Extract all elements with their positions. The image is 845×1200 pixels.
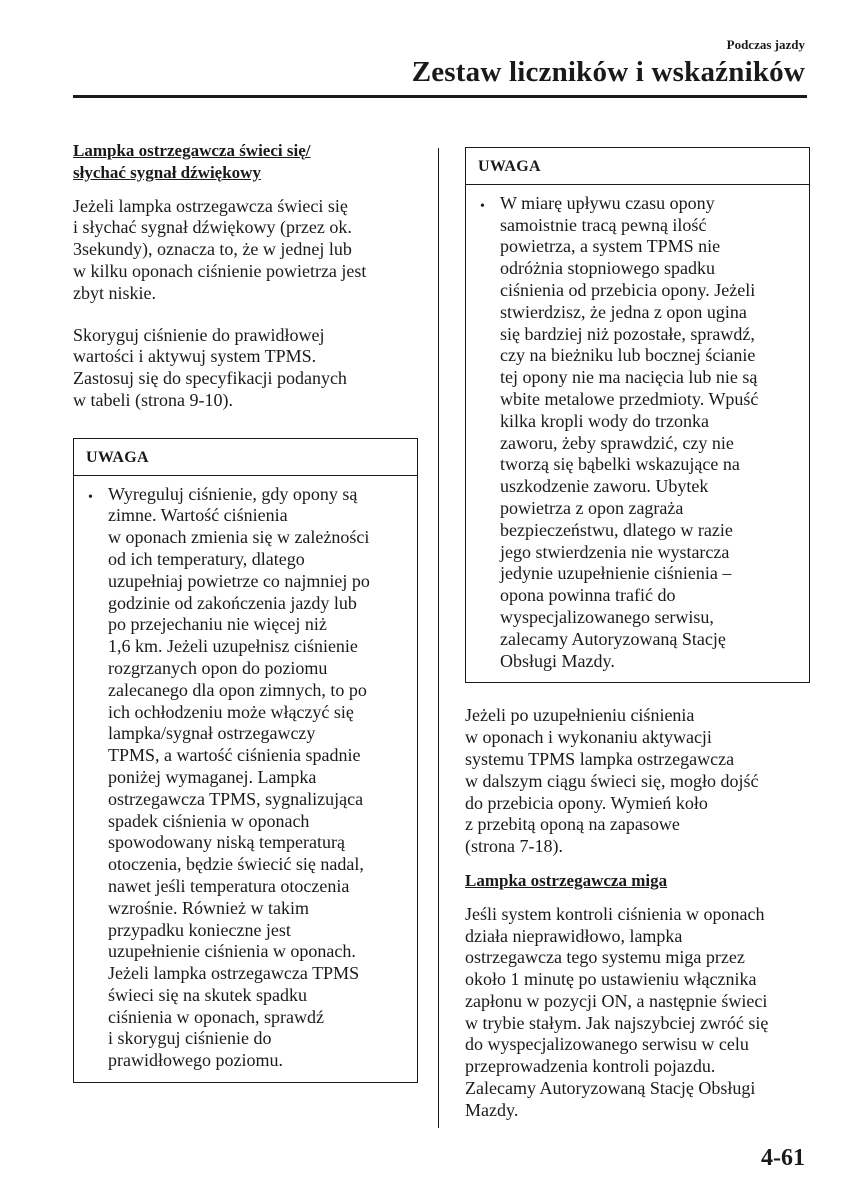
bullet-icon: • — [88, 489, 93, 505]
section-label: Podczas jazdy — [726, 37, 805, 52]
page-number: 4-61 — [761, 1145, 805, 1171]
bullet-icon: • — [480, 198, 485, 214]
note-box-text: W miarę upływu czasu opony samoistnie tracą pewną ilość powietrza, a system TPMS nie odróżnia stopniowego spadku ciśnienia od przebicia opony. Jeżeli stwierdzisz, że jedna z opon ugina się bardziej niż pozostałe, sprawdź, czy na bieżniku lub bocznej ścianie tej opony nie ma nacięcia lub nie są wbite metalowe przedmioty. Wpuść kilka kropli wody do trzonka zaworu, żeby sprawdzić, czy nie tworzą się bąbelki wskazujące na uszkodzenie zaworu. Ubytek powietrza z opon zagraża bezpieczeństwu, dlatego w razie jego stwierdzenia nie wystarcza jedynie uzupełnienie ciśnienia – opona powinna trafić do wyspecjalizowanego serwisu, zalecamy Autoryzowaną Stację Obsługi Mazdy. — [500, 192, 759, 671]
note-box-text: Wyreguluj ciśnienie, gdy opony są zimne. Wartość ciśnienia w oponach zmienia się w zależności od ich temperatury, dlatego uzupełniaj powietrze co najmniej po godzinie od zakończenia jazdy lub po przejechaniu nie więcej niż 1,6 km. Jeżeli uzupełnisz ciśnienie rozgrzanych opon do poziomu zalecanego dla opon zimnych, to po ich ochłodzeniu może włączyć się lampka/sygnał ostrzegawczy TPMS, a wartość ciśnienia spadnie poniżej wymaganej. Lampka ostrzegawcza TPMS, sygnalizująca spadek ciśnienia w oponach spowodowany niską temperaturą otoczenia, będzie świecić się nadal, nawet jeśli temperatura otoczenia wzrośnie. Również w takim przypadku konieczne jest uzupełnienie ciśnienia w oponach. Jeżeli lampka ostrzegawcza TPMS świeci się na skutek spadku ciśnienia w oponach, sprawdź i skoryguj ciśnienie do prawidłowego poziomu. — [108, 483, 370, 1071]
note-box-heading: UWAGA — [74, 439, 417, 476]
subheading-warning-light-flashing: Lampka ostrzegawcza miga — [465, 870, 668, 890]
paragraph-low-pressure: Jeżeli lampka ostrzegawcza świeci się i słychać sygnał dźwiękowy (przez ok. 3sekundy), oznacza to, że w jednej lub w kilku oponach ciśnienie powietrza jest zbyt niskie. — [73, 195, 367, 303]
note-box — [465, 147, 810, 683]
note-box — [73, 438, 418, 1083]
right-column — [465, 147, 810, 1122]
note-box-body — [74, 476, 417, 1083]
subheading-warning-light-on: Lampka ostrzegawcza świeci się/ słychać sygnał dźwiękowy — [73, 141, 311, 182]
paragraph-correct-pressure: Skoryguj ciśnienie do prawidłowej wartości i aktywuj system TPMS. Zastosuj się do specyfikacji podanych w tabeli (strona 9-10). — [73, 324, 347, 410]
paragraph-system-malfunction: Jeśli system kontroli ciśnienia w oponach działa nieprawidłowo, lampka ostrzegawcza tego systemu miga przez około 1 minutę po ustawieniu włącznika zapłonu w pozycji ON, a następnie świeci w trybie stałym. Jak najszybciej zwróć się do wyspecjalizowanego serwisu w celu przeprowadzenia kontroli pojazdu. Zalecamy Autoryzowaną Stację Obsługi Mazdy. — [465, 903, 769, 1120]
header-rule — [73, 95, 807, 98]
note-box-heading: UWAGA — [466, 148, 809, 185]
left-column — [73, 140, 418, 1083]
column-divider — [438, 148, 439, 1128]
paragraph-puncture: Jeżeli po uzupełnieniu ciśnienia w oponach i wykonaniu aktywacji systemu TPMS lampka ostrzegawcza w dalszym ciągu świeci się, mogło dojść do przebicia opony. Wymień koło z przebitą oponą na zapasowe (strona 7-18). — [465, 705, 759, 857]
note-box-body — [466, 185, 809, 683]
chapter-title: Zestaw liczników i wskaźników — [411, 56, 805, 88]
